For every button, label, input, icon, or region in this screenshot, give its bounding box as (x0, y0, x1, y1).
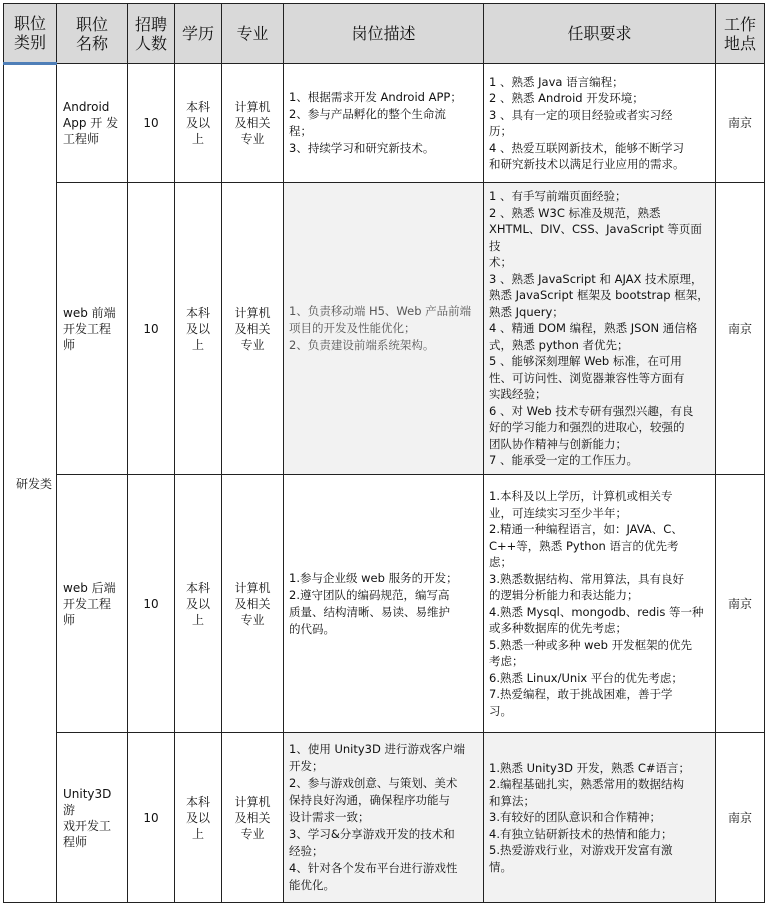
header-education: 学历 (175, 4, 222, 64)
header-row (4, 4, 765, 64)
job-title: web 前端 开发工程 师 (57, 183, 128, 475)
job-title: web 后端 开发工程 师 (57, 475, 128, 733)
job-title: Unity3D 游 戏开发工 程师 (57, 733, 128, 903)
header-requirements: 任职要求 (484, 4, 716, 64)
job-count: 10 (128, 183, 175, 475)
job-requirements: 1 、熟悉 Java 语言编程； 2 、熟悉 Android 开发环境； 3 、具有一定的项目经验或者实习经 历； 4 、热爱互联网新技术，能够不断学习 和研究新技术以满足行业应用的需求。 (484, 64, 716, 183)
job-major: 计算机 及相关 专业 (222, 64, 284, 183)
job-description: 1、负责移动端 H5、Web 产品前端 项目的开发及性能优化； 2、负责建设前端系统架构。 (284, 183, 484, 475)
job-major: 计算机 及相关 专业 (222, 733, 284, 903)
header-count: 招聘 人数 (128, 4, 175, 64)
job-major: 计算机 及相关 专业 (222, 475, 284, 733)
job-description: 1.参与企业级 web 服务的开发； 2.遵守团队的编码规范，编写高 质量、结构清晰、易读、易维护 的代码。 (284, 475, 484, 733)
job-title: Android App 开 发 工程师 (57, 64, 128, 183)
job-education: 本科 及以 上 (175, 733, 222, 903)
table-row (4, 733, 765, 903)
job-location: 南京 (716, 183, 765, 475)
job-education: 本科 及以 上 (175, 64, 222, 183)
job-location: 南京 (716, 733, 765, 903)
header-location: 工作 地点 (716, 4, 765, 64)
table-row (4, 475, 765, 733)
header-title: 职位 名称 (57, 4, 128, 64)
job-count: 10 (128, 64, 175, 183)
job-education: 本科 及以 上 (175, 475, 222, 733)
job-requirements: 1 、有手写前端页面经验； 2 、熟悉 W3C 标准及规范，熟悉 XHTML、DIV、CSS、JavaScript 等页面技 术； 3 、熟悉 JavaScript 和 AJAX 技术原理， 熟悉 JavaScript 框架及 bootstrap 框架， 熟悉 Jquery； 4 、精通 DOM 编程，熟悉 JSON 通信格 式，熟悉 python 者优先； 5 、能够深刻理解 Web 标准，在可用 性、可访问性、浏览器兼容性等方面有 实践经验； 6 、对 Web 技术专研有强烈兴趣，有良 好的学习能力和强烈的进取心，较强的 团队协作精神与创新能力； 7 、能承受一定的工作压力。 (484, 183, 716, 475)
category-cell: 研发类 (4, 64, 57, 903)
header-category: 职位 类别 (4, 4, 57, 64)
table-row (4, 64, 765, 183)
job-count: 10 (128, 733, 175, 903)
header-description: 岗位描述 (284, 4, 484, 64)
job-major: 计算机 及相关 专业 (222, 183, 284, 475)
job-requirements: 1.本科及以上学历，计算机或相关专 业，可连续实习至少半年； 2.精通一种编程语言，如：JAVA、C、 C++等，熟悉 Python 语言的优先考 虑； 3.熟悉数据结构、常用算法，具有良好 的逻辑分析能力和表达能力； 4.熟悉 Mysql、mongodb、redis 等一种 或多种数据库的优先考虑； 5.熟悉一种或多种 web 开发框架的优先 考虑； 6.熟悉 Linux/Unix 平台的优先考虑； 7.热爱编程，敢于挑战困难，善于学 习。 (484, 475, 716, 733)
job-location: 南京 (716, 475, 765, 733)
job-table (3, 3, 765, 903)
header-major: 专业 (222, 4, 284, 64)
job-description: 1、根据需求开发 Android APP； 2、参与产品孵化的整个生命流 程； 3、持续学习和研究新技术。 (284, 64, 484, 183)
job-location: 南京 (716, 64, 765, 183)
job-education: 本科 及以 上 (175, 183, 222, 475)
table-row (4, 183, 765, 475)
job-description: 1、使用 Unity3D 进行游戏客户端 开发； 2、参与游戏创意、与策划、美术 保持良好沟通，确保程序功能与 设计需求一致； 3、学习&分享游戏开发的技术和 经验； 4、针对各个发布平台进行游戏性 能优化。 (284, 733, 484, 903)
job-count: 10 (128, 475, 175, 733)
job-requirements: 1.熟悉 Unity3D 开发，熟悉 C#语言； 2.编程基础扎实，熟悉常用的数据结构 和算法； 3.有较好的团队意识和合作精神； 4.有独立钻研新技术的热情和能力； 5.热爱游戏行业，对游戏开发富有激 情。 (484, 733, 716, 903)
